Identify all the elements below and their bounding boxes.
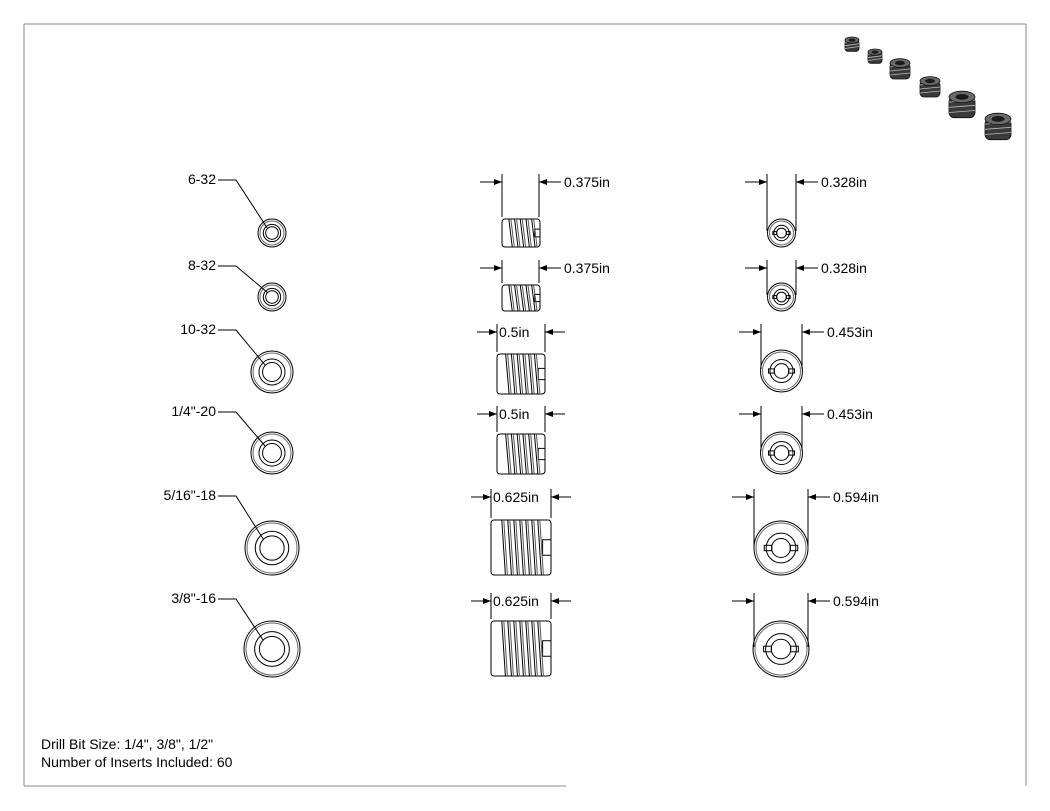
- end-view: [218, 266, 286, 311]
- insert-row: [188, 171, 867, 247]
- diameter-dimension: [745, 174, 818, 231]
- length-label: 0.375in: [564, 260, 610, 276]
- thread-size-label: 8-32: [187, 257, 216, 273]
- side-view: [502, 285, 540, 311]
- diameter-label: 0.453in: [827, 406, 873, 422]
- diameter-label: 0.453in: [827, 324, 873, 340]
- thread-size-label: 10-32: [180, 321, 216, 337]
- length-label: 0.625in: [493, 593, 539, 609]
- insert-row: [188, 257, 867, 311]
- side-view: [497, 434, 545, 474]
- insert-row: [171, 403, 873, 474]
- front-view: [753, 621, 809, 677]
- front-view: [761, 432, 803, 474]
- thread-leader: [218, 330, 265, 365]
- length-label: 0.5in: [499, 406, 530, 422]
- insert-thumbnail: [949, 91, 975, 118]
- thread-size-label: 1/4"-20: [171, 403, 216, 419]
- diameter-label: 0.328in: [821, 174, 867, 190]
- insert-row: [164, 487, 879, 575]
- insert-row: [180, 321, 873, 394]
- thread-leader: [218, 599, 263, 640]
- thread-leader: [218, 496, 263, 539]
- thread-leader: [218, 412, 265, 446]
- end-view: [218, 599, 300, 677]
- diameter-dimension: [739, 406, 824, 451]
- insert-set-isometric-preview: [845, 37, 1011, 140]
- thread-size-label: 3/8"-16: [171, 590, 216, 606]
- end-view: [218, 412, 293, 474]
- side-view: [491, 520, 551, 575]
- front-view: [768, 283, 796, 311]
- insert-thumbnail: [868, 49, 882, 63]
- length-label: 0.375in: [564, 174, 610, 190]
- thread-size-label: 5/16"-18: [163, 487, 216, 503]
- front-view: [768, 219, 796, 247]
- drill-bit-note: Drill Bit Size: 1/4", 3/8", 1/2": [41, 736, 214, 752]
- diameter-label: 0.594in: [833, 489, 879, 505]
- side-view: [502, 219, 540, 247]
- diameter-label: 0.594in: [833, 593, 879, 609]
- insert-thumbnail: [890, 59, 910, 79]
- insert-thumbnail: [845, 37, 859, 51]
- insert-count-note: Number of Inserts Included: 60: [41, 754, 233, 770]
- diameter-dimension: [739, 324, 824, 369]
- length-dimension: [480, 174, 561, 217]
- front-view: [754, 521, 808, 575]
- insert-thumbnail: [985, 113, 1011, 140]
- insert-row: [171, 590, 879, 677]
- insert-views: [164, 171, 879, 677]
- end-view: [218, 330, 293, 393]
- thread-size-label: 6-32: [187, 171, 216, 187]
- length-label: 0.625in: [493, 489, 539, 505]
- diameter-label: 0.328in: [821, 260, 867, 276]
- front-view: [761, 350, 803, 392]
- thread-leader: [218, 266, 268, 293]
- end-view: [218, 496, 299, 575]
- insert-thumbnail: [920, 77, 940, 97]
- thread-leader: [218, 180, 268, 229]
- side-view: [491, 621, 551, 676]
- end-view: [218, 180, 286, 247]
- diameter-dimension: [732, 489, 830, 546]
- length-dimension: [480, 260, 561, 283]
- length-label: 0.5in: [499, 324, 530, 340]
- side-view: [497, 354, 545, 394]
